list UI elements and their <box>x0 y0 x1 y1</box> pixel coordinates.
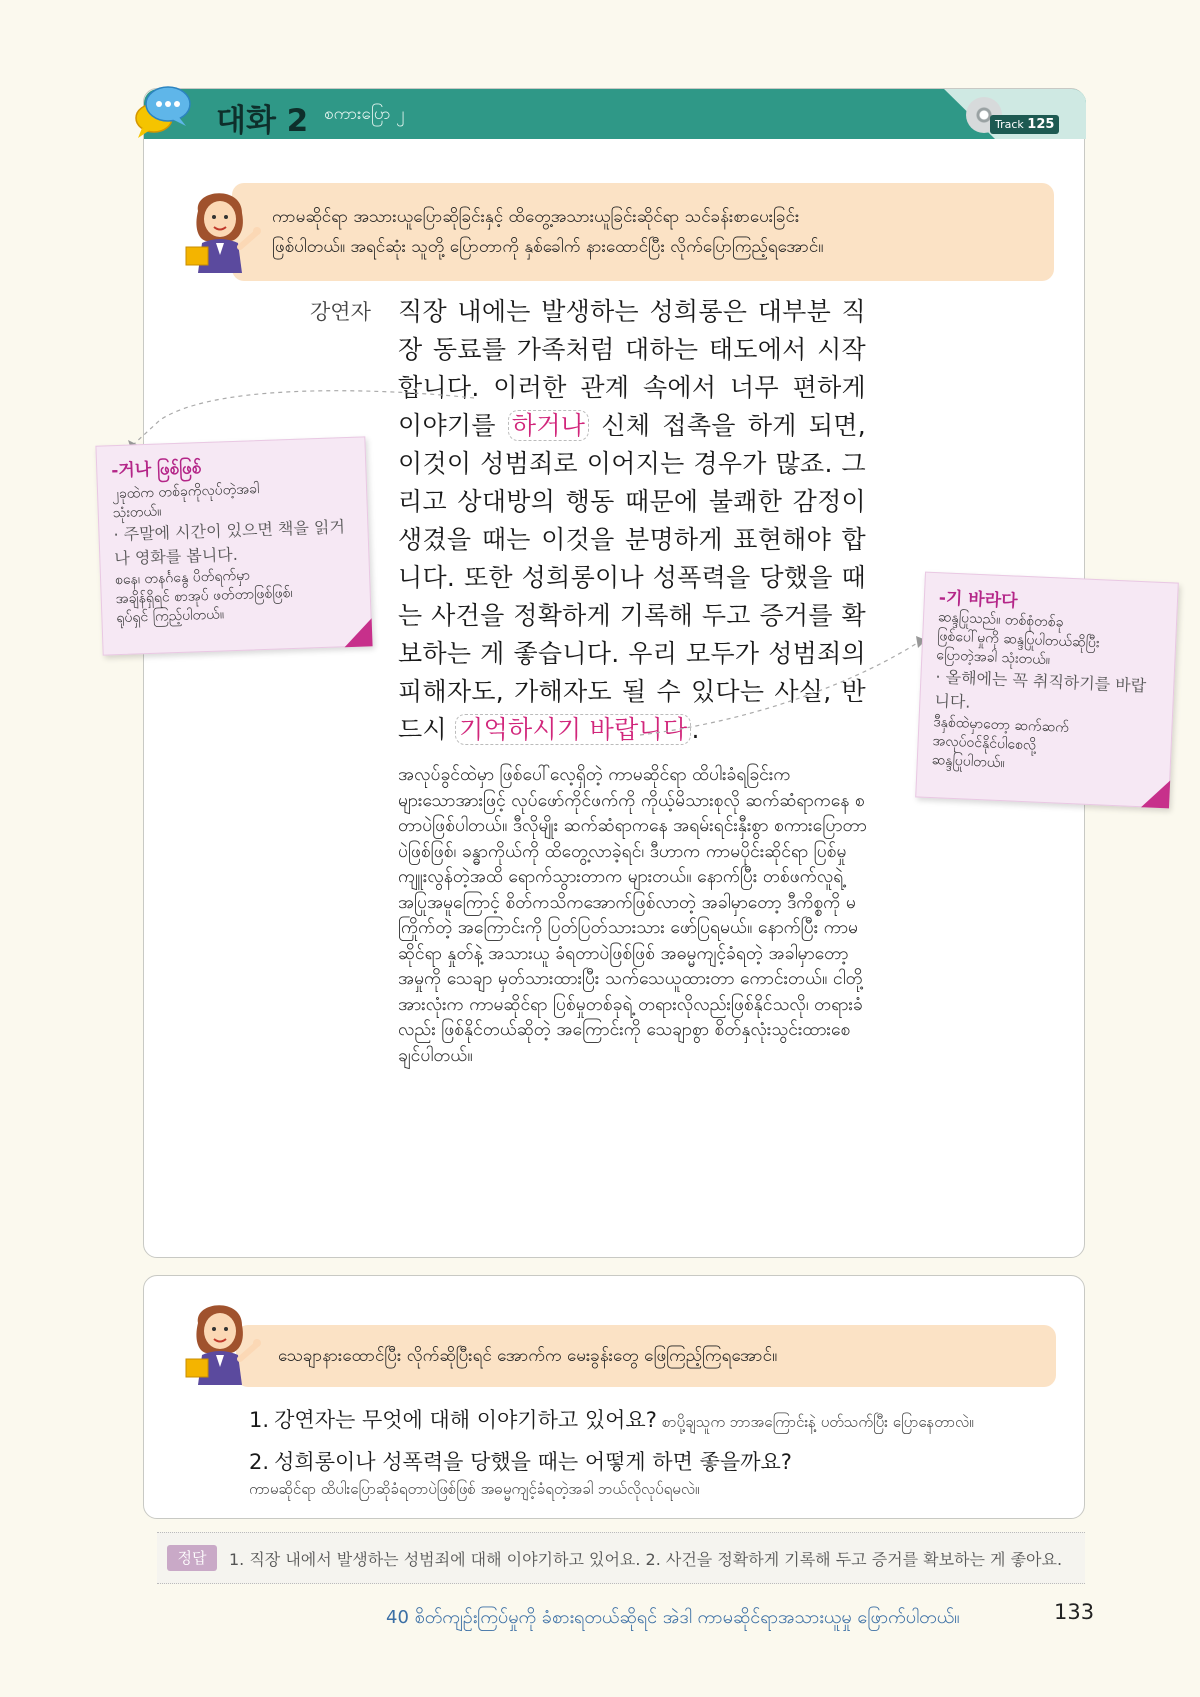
question-number: 2. <box>249 1450 270 1474</box>
questions-panel <box>143 1275 1085 1519</box>
page-number: 133 <box>1054 1600 1095 1624</box>
question-1 <box>249 1404 974 1435</box>
note-explanation: ပြောတဲ့အခါ သုံးတယ်။ <box>936 647 1051 669</box>
instruction-line-1: ကာမဆိုင်ရာ အသားယူပြောဆိုခြင်းနှင့် ထိတွေ့အသားယူခြင်းဆိုင်ရာ သင်ခန်းစာပေးခြင်း <box>272 207 800 227</box>
grammar-highlight-geona: 하거나 <box>508 410 589 441</box>
track-number: 125 <box>1027 117 1055 132</box>
answer-strip <box>157 1532 1085 1584</box>
instruction-text: သေချာနားထောင်ပြီး လိုက်ဆိုပြီးရင် အောက်က မေးခွန်းတွေ ဖြေကြည့်ကြရအောင်။ <box>278 1346 778 1366</box>
question-korean: 강연자는 무엇에 대해 이야기하고 있어요? <box>274 1408 657 1432</box>
dialogue-period: . <box>691 715 700 744</box>
note-corner <box>1141 779 1170 808</box>
grammar-note-geona <box>95 436 372 655</box>
dialogue-title-translation: စကားပြော ၂ <box>324 104 405 124</box>
question-korean: 성희롱이나 성폭력을 당했을 때는 어떻게 하면 좋을까요? <box>274 1450 792 1474</box>
dialogue-text: 직장 내에는 발생하는 성희롱은 대부분 직장 동료를 가족처럼 대하는 태도에서 시작합니다. 이러한 관계 속에서 너무 편하게 이야기를 <box>398 297 866 440</box>
teacher-avatar <box>176 181 272 277</box>
track-badge[interactable] <box>990 115 1059 134</box>
teacher-avatar <box>176 1293 272 1389</box>
note-example-translation: စနေ၊ တနင်္ဂနွေ ပိတ်ရက်မှာ <box>114 567 251 589</box>
question-translation: စာပို့ချသူက ဘာအကြောင်းနဲ့ ပတ်သက်ပြီး ပြောနေတာလဲ။ <box>661 1413 974 1431</box>
note-example-translation: အချိန်ရှိရင် စာအုပ် ဖတ်တာဖြစ်ဖြစ်၊ <box>115 584 294 608</box>
dialogue-title: 대화 2 <box>216 103 309 139</box>
title-bar <box>144 89 1086 139</box>
note-title: -거나 ဖြစ်ဖြစ် <box>110 458 202 482</box>
grammar-note-gi-barada <box>915 572 1179 809</box>
chapter-footer: 40 စိတ်ကျဉ်းကြပ်မှုကို ခံစားရတယ်ဆိုရင် အဲဒါ ကာမဆိုင်ရာအသားယူမှု ဖြောက်ပါတယ်။ <box>386 1607 960 1628</box>
note-explanation: ၂ခုထဲက တစ်ခုကိုလုပ်တဲ့အခါ <box>111 481 260 503</box>
question-translation: ကာမဆိုင်ရာ ထိပါးပြောဆိုခံရတာပဲဖြစ်ဖြစ် အဓမ္မကျင့်ခံရတဲ့အခါ ဘယ်လိုလုပ်ရမလဲ။ <box>249 1480 700 1498</box>
note-explanation: ဆန္ဒပြုသည်။ တစ်စုံတစ်ခု <box>937 609 1064 631</box>
dialogue-text: 신체 접촉을 하게 되면, 이것이 성범죄로 이어지는 경우가 많죠. 그리고 상대방의 행동 때문에 불쾌한 감정이 생겼을 때는 이것을 분명하게 표현해야 합니다. 또한 성희롱이나 성폭력을 당했을 때는 사건을 정확하게 기록해 두고 증거를 확보하는 게 좋습니다. 우리 모두가 성범죄의 피해자도, 가해자도 될 수 있다는 사실, 반드시 <box>398 411 866 744</box>
note-example: · 주말에 시간이 있으면 책을 읽거나 영화를 봅니다. <box>113 517 346 569</box>
note-example-translation: ဆန္ဒပြုပါတယ်။ <box>931 752 1006 772</box>
grammar-highlight-gi-barada: 기억하시기 바랍니다 <box>455 714 691 745</box>
question-2 <box>249 1446 792 1502</box>
instruction-line-2: ဖြစ်ပါတယ်။ အရင်ဆုံး သူတို့ ပြောတာကို နှစ်ခေါက် နားထောင်ပြီး လိုက်ပြောကြည့်ရအောင်။ <box>272 237 824 257</box>
speaker-label: 강연자 <box>310 300 371 324</box>
myanmar-translation: အလုပ်ခွင်ထဲမှာ ဖြစ်ပေါ်လေ့ရှိတဲ့ ကာမဆိုင်ရာ ထိပါးခံရခြင်းက များသောအားဖြင့် လုပ်ဖော်ကိုင်ဖက်ကို ကိုယ့်မိသားစုလို ဆက်ဆံရာကနေ စတာပဲဖြစ်ပါတယ်။ ဒီလိုမျိုး ဆက်ဆံရာကနေ အရမ်းရင်းနှီးစွာ စကားပြောတာပဲဖြစ်ဖြစ်၊ ခန္ဓာကိုယ်ကို ထိတွေ့လာခဲ့ရင်၊ ဒီဟာက ကာမပိုင်းဆိုင်ရာ ပြစ်မှုကျူးလွန်တဲ့အထိ ရောက်သွားတာက များတယ်။ နောက်ပြီး တစ်ဖက်လူရဲ့ အပြုအမူကြောင့် စိတ်ကသိကအောက်ဖြစ်လာတဲ့ အခါမှာတော့ ဒီကိစ္စကို မကြိုက်တဲ့ အကြောင်းကို ပြတ်ပြတ်သားသား ဖော်ပြရမယ်။ နောက်ပြီး ကာမဆိုင်ရာ နှုတ်နဲ့ အသားယူ ခံရတာပဲဖြစ်ဖြစ် အဓမ္မကျင့်ခံရတဲ့ အခါမှာတော့ အမှုကို သေချာ မှတ်သားထားပြီး သက်သေယူထားတာ ကောင်းတယ်။ ငါတို့ အားလုံးက ကာမဆိုင်ရာ ပြစ်မှုတစ်ခုရဲ့ တရားလိုလည်းဖြစ်နိုင်သလို၊ တရားခံလည်း ဖြစ်နိုင်တယ်ဆိုတဲ့ အကြောင်းကို သေချာစွာ စိတ်နှလုံးသွင်းထားစေချင်ပါတယ်။ <box>398 765 867 1066</box>
chat-bubbles-icon <box>132 82 196 142</box>
note-example: · 올해에는 꼭 취직하기를 바랍니다. <box>934 667 1147 712</box>
answer-badge: 정답 <box>167 1545 217 1571</box>
note-title: -기 바라다 <box>938 588 1018 612</box>
note-corner <box>344 618 373 647</box>
note-explanation: ဖြစ်ပေါ်မှုကို ဆန္ဒပြုပါတယ်ဆိုပြီး <box>936 628 1100 652</box>
answer-text: 1. 직장 내에서 발생하는 성범죄에 대해 이야기하고 있어요. 2. 사건을 정확하게 기록해 두고 증거를 확보하는 게 좋아요. <box>229 1550 1063 1569</box>
note-example-translation: အလုပ်ဝင်နိုင်ပါစေလို့ <box>932 733 1037 754</box>
note-explanation: သုံးတယ်။ <box>112 503 162 522</box>
instruction-bubble <box>232 183 1054 281</box>
korean-dialogue <box>398 293 866 749</box>
note-example-translation: ရုပ်ရှင် ကြည့်ပါတယ်။ <box>116 606 225 627</box>
question-number: 1. <box>249 1408 270 1432</box>
track-label: Track <box>995 118 1024 131</box>
note-example-translation: ဒီနှစ်ထဲမှာတော့ ဆက်ဆက် <box>933 714 1070 736</box>
